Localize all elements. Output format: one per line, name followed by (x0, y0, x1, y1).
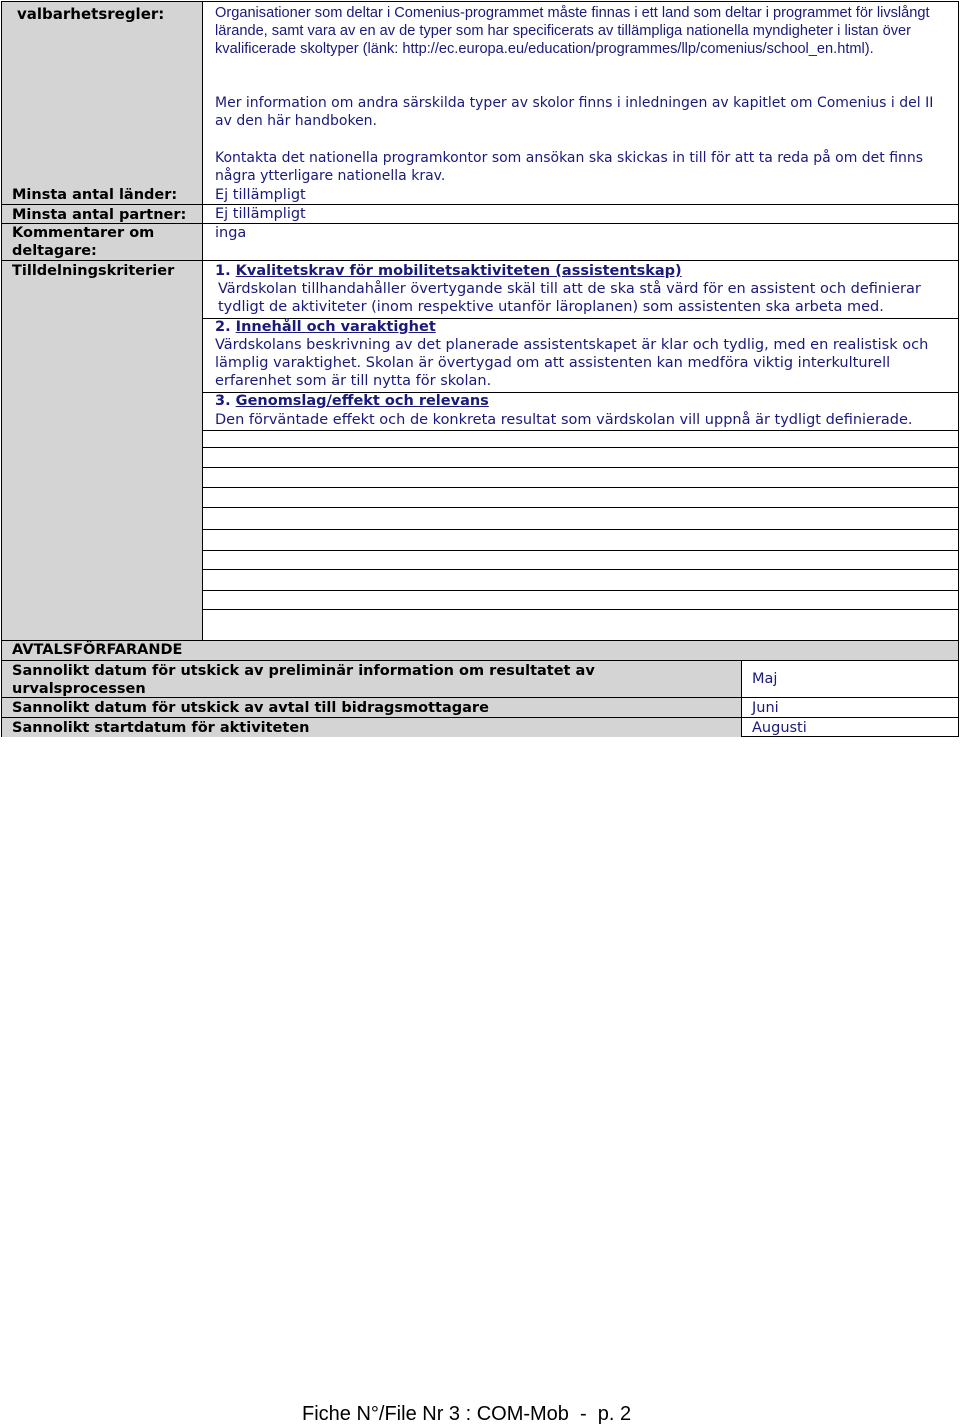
agreement-row-value: Juni (752, 700, 779, 716)
agreement-row (2, 660, 958, 698)
criterion-2-heading: 2. Innehåll och varaktighet (215, 319, 436, 335)
agreement-title-row (2, 641, 958, 660)
criterion-2-box (203, 335, 958, 393)
value-column (203, 2, 958, 640)
comments-value: inga (215, 225, 247, 241)
agreement-row-label: Sannolikt startdatum för aktiviteten (12, 720, 310, 736)
agreement-table (1, 641, 959, 737)
criterion-3-heading: 3. Genomslag/effekt och relevans (215, 393, 489, 409)
agreement-row-value: Augusti (752, 720, 807, 736)
agreement-title: AVTALSFÖRFARANDE (12, 642, 183, 658)
label-column (2, 2, 203, 640)
min-partners-label: Minsta antal partner: (12, 207, 187, 223)
min-countries-label: Minsta antal länder: (12, 187, 178, 203)
criteria-label: Tilldelningskriterier (12, 263, 175, 279)
eligibility-table (1, 1, 959, 641)
divider (203, 260, 958, 261)
agreement-row-label: Sannolikt datum för utskick av avtal till bidragsmottagare (12, 700, 489, 716)
school-types-link[interactable]: http://ec.europa.eu/education/programmes/llp/comenius/school_en.html (402, 41, 865, 58)
agreement-row-label: Sannolikt datum för utskick av preliminär information om resultatet av urvalsprocessen (12, 663, 595, 697)
min-countries-value: Ej tillämpligt (215, 187, 306, 203)
criterion-1-box (203, 279, 958, 319)
eligibility-paragraph-1: Organisationer som deltar i Comenius-programmet måste finnas i ett land som deltar i programmet för livslångt lärande, samt vara av en av de typer som har specificerats av tillämpliga nationella myndigheter i listan över kvalificerade skoltyper (länk: http://ec.europa.eu/education/programmes/llp/comenius/school_en.html). (215, 5, 930, 58)
divider (2, 223, 203, 224)
comments-label: Kommentarer om deltagare: (12, 225, 155, 259)
divider (2, 260, 203, 261)
divider (2, 204, 203, 205)
criterion-1-heading: 1. Kvalitetskrav för mobilitetsaktiviteten (assistentskap) (215, 263, 682, 279)
agreement-row (2, 697, 958, 718)
eligibility-label: valbarhetsregler: (17, 5, 165, 23)
page-footer: Fiche N°/File Nr 3 : COM-Mob - p. 2 (302, 1403, 632, 1425)
criterion-2-body: Värdskolans beskrivning av det planerade assistentskapet är klar och tydlig, med en realistisk och lämplig varaktighet. Skolan är övertygad om att assistenten kan medföra viktig interkulturell erfarenhet som är till nytta för skolan. (215, 337, 929, 390)
criterion-1-body: Värdskolan tillhandahåller övertygande skäl till att de ska stå värd för en assistent och definierar tydligt de aktiviteter (inom respektive utanför läroplanen) som assistenten ska arbeta med. (218, 281, 921, 316)
agreement-row-value: Maj (752, 671, 778, 687)
agreement-row (2, 717, 958, 737)
min-partners-value: Ej tillämpligt (215, 206, 306, 222)
criterion-3-body: Den förväntade effekt och de konkreta resultat som värdskolan vill uppnå är tydligt definierade. (215, 412, 913, 428)
eligibility-paragraph-3: Kontakta det nationella programkontor som ansökan ska skickas in till för att ta reda på om det finns några ytterligare nationella krav. (215, 150, 924, 185)
eligibility-paragraph-2: Mer information om andra särskilda typer av skolor finns i inledningen av kapitlet om Comenius i del II av den här handboken. (215, 95, 934, 130)
criterion-3-box (203, 410, 958, 431)
empty-grid (203, 447, 958, 567)
